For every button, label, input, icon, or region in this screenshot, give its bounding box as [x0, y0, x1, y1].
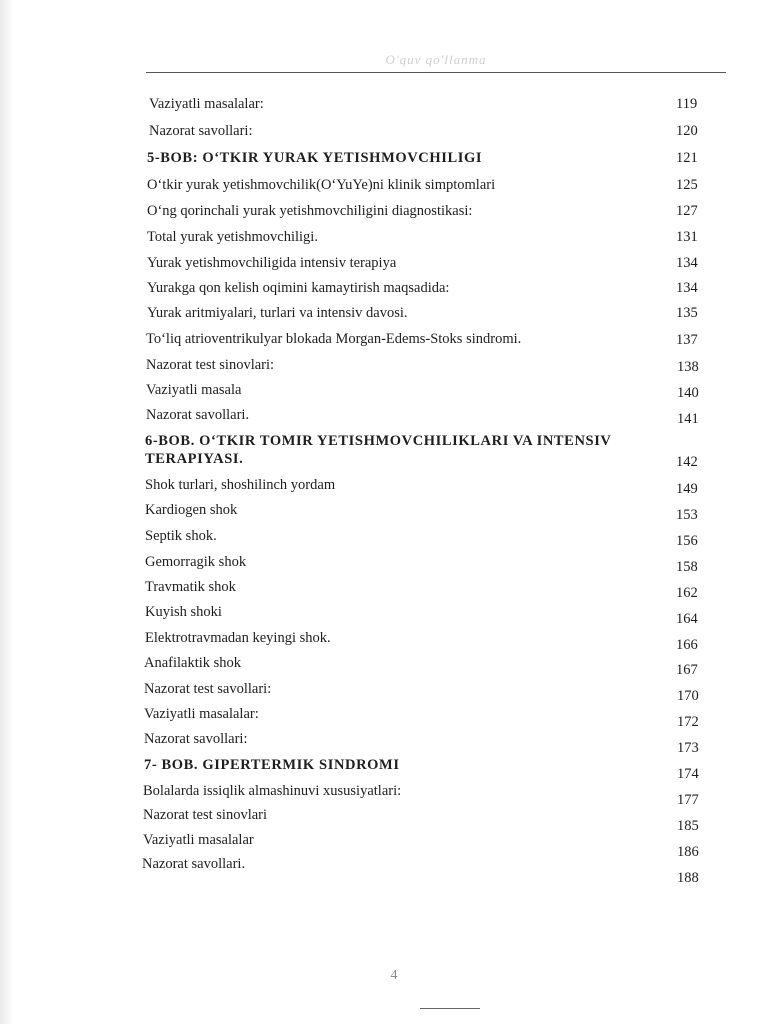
toc-page-number: 174	[677, 766, 699, 782]
toc-page-number: 137	[676, 332, 698, 348]
page-edge-shadow	[0, 0, 14, 1024]
toc-page-number: 164	[676, 611, 698, 627]
toc-page-number: 156	[676, 533, 698, 549]
toc-entry-label: Travmatik shok	[145, 579, 236, 595]
toc-page-number: 162	[676, 585, 698, 601]
running-header: O'quv qo'llanma	[385, 52, 487, 67]
toc-page-number: 119	[676, 96, 698, 112]
toc-page-number: 173	[677, 740, 699, 756]
toc-entry-label: Bolalarda issiqlik almashinuvi xususiyatlari:	[143, 783, 402, 799]
toc-entry-label: Shok turlari, shoshilinch yordam	[145, 477, 336, 493]
toc-entry-label: Kardiogen shok	[145, 502, 238, 518]
toc-entry-label: Yurak aritmiyalari, turlari va intensiv davosi.	[147, 305, 408, 321]
toc-entry-label: Total yurak yetishmovchiligi.	[147, 229, 318, 245]
toc-page-number: 121	[676, 150, 698, 166]
header-rule	[146, 72, 726, 73]
toc-entry-label: Nazorat test savollari:	[144, 681, 272, 697]
toc-entry-label: Vaziyatli masalalar	[143, 832, 254, 848]
toc-page-number: 186	[677, 844, 699, 860]
toc-page-number: 141	[677, 411, 699, 427]
toc-entry-label: Nazorat savollari.	[146, 407, 250, 423]
toc-page-number: 188	[677, 870, 699, 886]
toc-entry-label: Gemorragik shok	[145, 554, 247, 570]
toc-page-number: 158	[676, 559, 698, 575]
toc-page-number: 134	[676, 255, 698, 271]
toc-page-number: 153	[676, 507, 698, 523]
toc-page-number: 134	[676, 280, 698, 296]
toc-page-number: 167	[676, 662, 698, 678]
toc-page-number: 185	[677, 818, 699, 834]
toc-page-number: 140	[677, 385, 699, 401]
toc-page-number: 142	[676, 454, 698, 470]
toc-page-number: 120	[676, 123, 698, 139]
toc-page-number: 127	[676, 203, 698, 219]
toc-entry-label: Yurak yetishmovchiligida intensiv terapiya	[147, 255, 397, 271]
toc-entry-label: Vaziyatli masalalar:	[149, 96, 264, 112]
toc-entry-label: Nazorat savollari:	[149, 123, 253, 139]
toc-page-number: 125	[676, 177, 698, 193]
footer-rule	[420, 1008, 480, 1009]
page-number: 4	[390, 968, 398, 983]
toc-entry-label: Nazorat savollari.	[142, 856, 246, 872]
toc-entry-label: Vaziyatli masalalar:	[144, 706, 259, 722]
toc-page-number: 172	[677, 714, 699, 730]
toc-page-number: 177	[677, 792, 699, 808]
toc-entry-label: To‘liq atrioventrikulyar blokada Morgan-Edems-Stoks sindromi.	[146, 331, 522, 347]
toc-entry-label: Vaziyatli masala	[146, 382, 242, 398]
toc-entry-label: Nazorat savollari:	[144, 731, 248, 747]
toc-page-number: 135	[676, 305, 698, 321]
toc-entry-label: Elektrotravmadan keyingi shok.	[145, 630, 331, 646]
toc-entry-label: Septik shok.	[145, 528, 217, 544]
toc-page-number: 131	[676, 229, 698, 245]
toc-entry-label: Nazorat test sinovlari:	[146, 357, 275, 373]
toc-entry-label: Kuyish shoki	[145, 604, 222, 620]
toc-chapter-label: 6-BOB. O‘TKIR TOMIR YETISHMOVCHILIKLARI VA INTENSIV	[145, 433, 612, 449]
toc-entry-label: O‘tkir yurak yetishmovchilik(O‘YuYe)ni klinik simptomlari	[147, 177, 496, 193]
toc-entry-label: O‘ng qorinchali yurak yetishmovchiligini diagnostikasi:	[147, 203, 473, 219]
toc-page-number: 138	[677, 359, 699, 375]
toc-page-number: 170	[677, 688, 699, 704]
toc-entry-label: Anafilaktik shok	[144, 655, 242, 671]
toc-entry-label: Yurakga qon kelish oqimini kamaytirish maqsadida:	[147, 280, 450, 296]
toc-chapter-label: 5-BOB: O‘TKIR YURAK YETISHMOVCHILIGI	[147, 150, 483, 166]
toc-page-number: 149	[676, 481, 698, 497]
toc-chapter-label: 7- BOB. GIPERTERMIK SINDROMI	[144, 757, 400, 773]
toc-page-number: 166	[676, 637, 698, 653]
toc-entry-label: Nazorat test sinovlari	[143, 807, 268, 823]
toc-chapter-label: TERAPIYASI.	[145, 451, 244, 467]
